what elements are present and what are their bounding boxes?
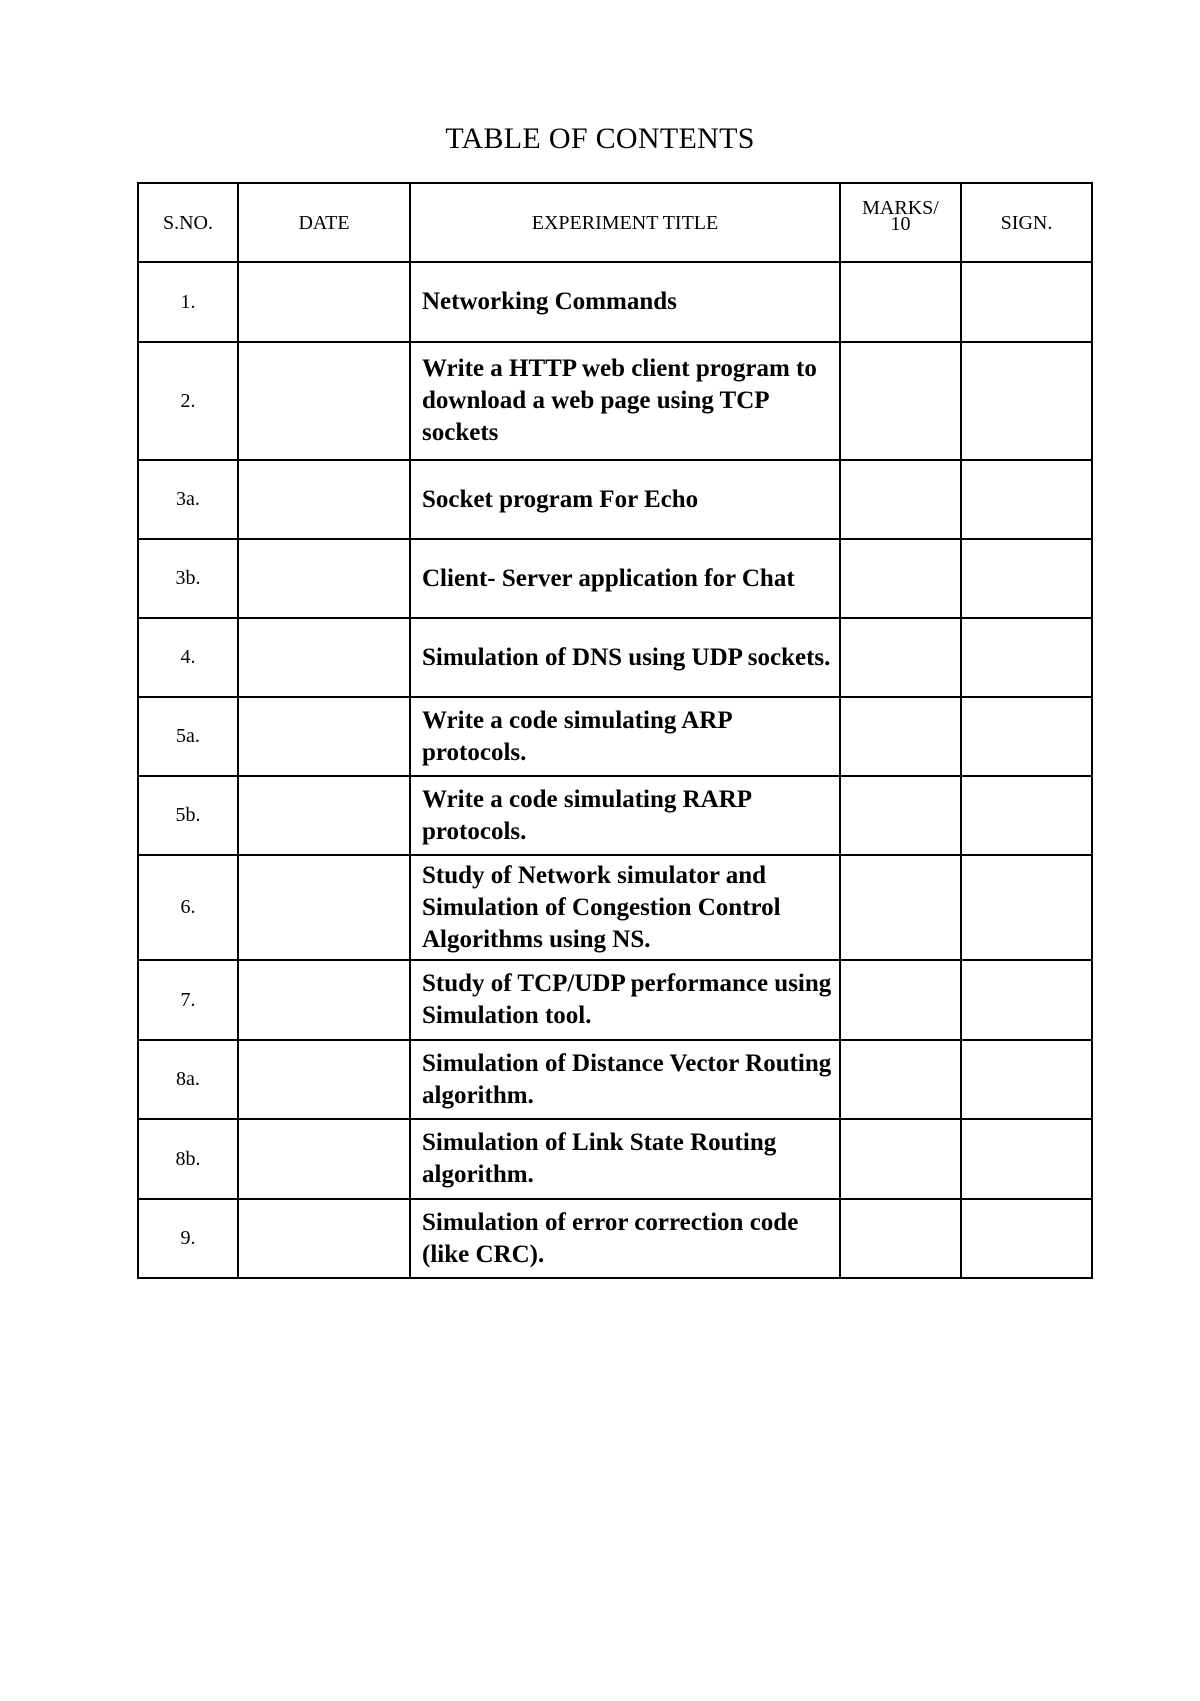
table-row <box>138 262 1092 342</box>
experiment-title-cell: Networking Commands <box>410 262 840 342</box>
sno-cell: 1. <box>138 262 238 342</box>
page-title: TABLE OF CONTENTS <box>445 122 755 155</box>
sign-cell[interactable] <box>961 855 1092 960</box>
sno-cell: 8b. <box>138 1119 238 1199</box>
date-cell[interactable] <box>238 539 410 618</box>
experiment-title-cell: Simulation of DNS using UDP sockets. <box>410 618 840 697</box>
sno-cell: 7. <box>138 960 238 1040</box>
sign-cell[interactable] <box>961 1119 1092 1199</box>
sign-cell[interactable] <box>961 776 1092 855</box>
sno-cell: 3b. <box>138 539 238 618</box>
header-marks-line2: 10 <box>890 212 911 235</box>
experiment-title-cell: Write a code simulating RARP protocols. <box>410 776 840 855</box>
sign-cell[interactable] <box>961 960 1092 1040</box>
experiment-title-cell: Client- Server application for Chat <box>410 539 840 618</box>
table-row <box>138 342 1092 460</box>
table-row <box>138 1199 1092 1278</box>
sno-cell: 9. <box>138 1199 238 1278</box>
sno-cell: 8a. <box>138 1040 238 1119</box>
contents-table <box>137 182 1093 1279</box>
date-cell[interactable] <box>238 342 410 460</box>
marks-cell[interactable] <box>840 960 961 1040</box>
date-cell[interactable] <box>238 1040 410 1119</box>
date-cell[interactable] <box>238 697 410 776</box>
table-row <box>138 460 1092 539</box>
sign-cell[interactable] <box>961 262 1092 342</box>
table-row <box>138 1119 1092 1199</box>
sign-cell[interactable] <box>961 697 1092 776</box>
experiment-title-cell: Simulation of Distance Vector Routing algorithm. <box>410 1040 840 1119</box>
date-cell[interactable] <box>238 960 410 1040</box>
marks-cell[interactable] <box>840 618 961 697</box>
sno-cell: 3a. <box>138 460 238 539</box>
experiment-title-cell: Study of Network simulator and Simulation of Congestion Control Algorithms using NS. <box>410 855 840 960</box>
table-body <box>138 262 1092 1278</box>
marks-cell[interactable] <box>840 1119 961 1199</box>
sign-cell[interactable] <box>961 1199 1092 1278</box>
sno-cell: 5b. <box>138 776 238 855</box>
experiment-title-cell: Socket program For Echo <box>410 460 840 539</box>
sign-cell[interactable] <box>961 618 1092 697</box>
experiment-title-cell: Study of TCP/UDP performance using Simulation tool. <box>410 960 840 1040</box>
date-cell[interactable] <box>238 262 410 342</box>
header-marks-line1: MARKS/ <box>862 196 939 219</box>
header-sno: S.NO. <box>138 183 238 262</box>
sno-cell: 6. <box>138 855 238 960</box>
sign-cell[interactable] <box>961 539 1092 618</box>
date-cell[interactable] <box>238 1119 410 1199</box>
table-row <box>138 1040 1092 1119</box>
sno-cell: 4. <box>138 618 238 697</box>
experiment-title-cell: Simulation of Link State Routing algorithm. <box>410 1119 840 1199</box>
header-marks <box>840 183 961 262</box>
marks-cell[interactable] <box>840 460 961 539</box>
marks-cell[interactable] <box>840 262 961 342</box>
table-row <box>138 618 1092 697</box>
date-cell[interactable] <box>238 618 410 697</box>
sign-cell[interactable] <box>961 342 1092 460</box>
date-cell[interactable] <box>238 1199 410 1278</box>
header-date: DATE <box>238 183 410 262</box>
sno-cell: 5a. <box>138 697 238 776</box>
marks-cell[interactable] <box>840 1040 961 1119</box>
sno-cell: 2. <box>138 342 238 460</box>
marks-cell[interactable] <box>840 855 961 960</box>
table-header-row <box>138 183 1092 262</box>
table-row <box>138 697 1092 776</box>
header-sign: SIGN. <box>961 183 1092 262</box>
sign-cell[interactable] <box>961 460 1092 539</box>
experiment-title-cell: Write a code simulating ARP protocols. <box>410 697 840 776</box>
marks-cell[interactable] <box>840 1199 961 1278</box>
date-cell[interactable] <box>238 855 410 960</box>
header-title: EXPERIMENT TITLE <box>410 183 840 262</box>
table-row <box>138 776 1092 855</box>
marks-cell[interactable] <box>840 697 961 776</box>
experiment-title-cell: Simulation of error correction code (like CRC). <box>410 1199 840 1278</box>
date-cell[interactable] <box>238 776 410 855</box>
sign-cell[interactable] <box>961 1040 1092 1119</box>
table-row <box>138 855 1092 960</box>
date-cell[interactable] <box>238 460 410 539</box>
marks-cell[interactable] <box>840 539 961 618</box>
experiment-title-cell: Write a HTTP web client program to download a web page using TCP sockets <box>410 342 840 460</box>
table-row <box>138 960 1092 1040</box>
marks-cell[interactable] <box>840 342 961 460</box>
table-row <box>138 539 1092 618</box>
marks-cell[interactable] <box>840 776 961 855</box>
